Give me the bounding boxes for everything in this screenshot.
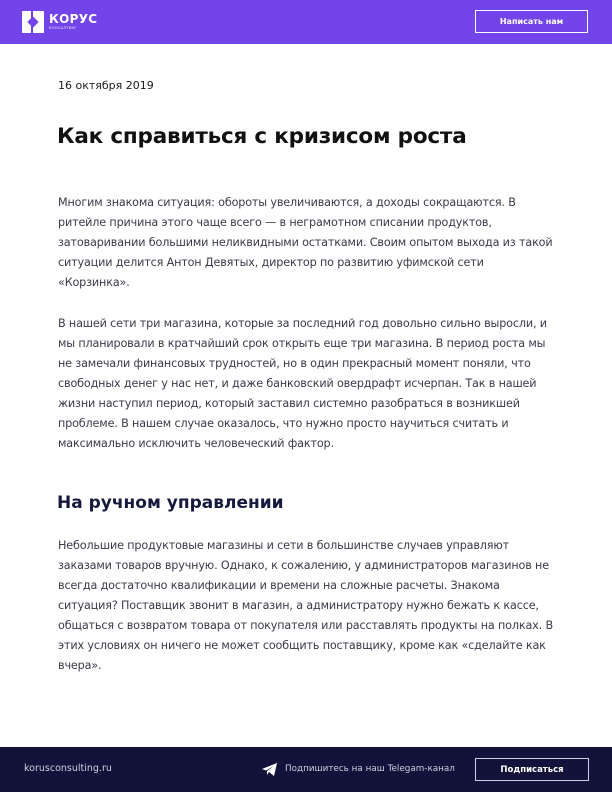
telegram-link[interactable]: Подпишитесь на наш Telegam-канал [285, 764, 455, 774]
footer-bar [0, 747, 612, 792]
subscribe-button[interactable]: Подписаться [475, 758, 589, 781]
write-us-button[interactable]: Написать нам [475, 10, 588, 33]
logo-subtitle: КОНСАЛТИНГ [49, 26, 77, 30]
logo-name: КОРУС [49, 12, 98, 26]
article-paragraph: В нашей сети три магазина, которые за последний год довольно сильно выросли, и мы планировали в кратчайший срок открыть еще три магазина. В период роста мы не замечали финансовых трудностей, но в один прекрасный момент поняли, что свободных денег у нас нет, и даже банковский овердрафт исчерпан. Так в нашей жизни наступил период, который заставил системно разобраться в возникшей проблеме. В нашем случае оказалось, что нужно просто научиться считать и максимально исключить человеческий фактор. [58, 317, 547, 450]
section-heading: На ручном управлении [57, 493, 284, 513]
korus-logo[interactable] [22, 11, 97, 33]
top-header [0, 0, 612, 44]
article-date: 16 октября 2019 [58, 79, 154, 92]
korus-logo-icon [22, 11, 44, 33]
article-paragraph: Многим знакома ситуация: обороты увеличиваются, а доходы сокращаются. В ритейле причина этого чаще всего — в неграмотном списании продуктов, затоваривании большими неликвидными остатками. Своим опытом выхода из такой ситуации делится Антон Девятых, директор по развитию уфимской сети «Корзинка». [58, 196, 553, 289]
telegram-icon[interactable] [262, 763, 278, 776]
article-title: Как справиться с кризисом роста [57, 124, 467, 149]
site-link[interactable]: korusconsulting.ru [24, 763, 112, 774]
section-paragraph: Небольшие продуктовые магазины и сети в большинстве случаев управляют заказами товаров вручную. Однако, к сожалению, у администраторов магазинов не всегда достаточно квалификации и времени на сложные расчеты. Знакома ситуация? Поставщик звонит в магазин, а администратору нужно бежать к кассе, общаться с возвратом товара от покупателя или расставлять продукты на полках. В этих условиях он ничего не может сообщить поставщику, кроме как «сделайте как вчера». [58, 539, 553, 672]
